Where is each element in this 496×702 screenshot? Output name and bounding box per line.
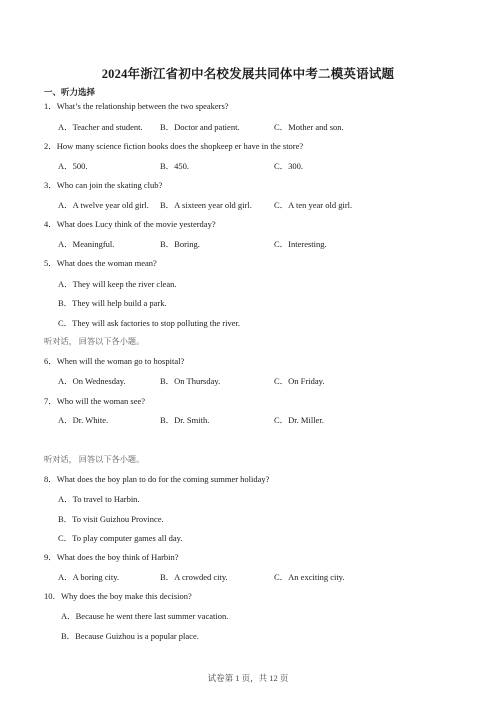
option-c: C．A ten year old girl. — [274, 200, 353, 210]
option-c: C．Dr. Miller. — [274, 415, 324, 425]
option-a: A．A twelve year old girl. — [58, 200, 149, 210]
question-8-option-a: A．To travel to Harbin. — [58, 494, 140, 504]
option-c: C．Interesting. — [274, 239, 327, 249]
section-heading: 一、听力选择 — [44, 87, 96, 97]
instruction-1: 听对话， 回答以下各小题。 — [44, 337, 145, 346]
question-8-option-c: C．To play computer games all day. — [58, 533, 183, 543]
question-10-option-b: B．Because Guizhou is a popular place. — [61, 631, 199, 641]
option-c: C．Mother and son. — [274, 122, 344, 132]
question-5-option-b: B．They will help build a park. — [58, 298, 167, 308]
option-c: C．An exciting city. — [274, 572, 345, 582]
question-8: 8．What does the boy plan to do for the coming summer holiday? — [44, 474, 270, 484]
question-4: 4．What does Lucy think of the movie yesterday? — [44, 219, 216, 229]
option-a: A．On Wednesday. — [58, 376, 126, 386]
question-5-option-a: A．They will keep the river clean. — [58, 279, 177, 289]
option-b: B．A sixteen year old girl. — [160, 200, 252, 210]
option-a: A．Teacher and student. — [58, 122, 143, 132]
question-2: 2．How many science fiction books does the shopkeep er have in the store? — [44, 141, 304, 151]
option-b: B．Doctor and patient. — [160, 122, 240, 132]
option-c: C．On Friday. — [274, 376, 325, 386]
question-9: 9．What does the boy think of Harbin? — [44, 552, 179, 562]
question-6: 6．When will the woman go to hospital? — [44, 356, 185, 366]
option-a: A．Dr. White. — [58, 415, 109, 425]
page-footer: 试卷第 1 页，共 12 页 — [207, 673, 289, 683]
question-10: 10．Why does the boy make this decision? — [44, 591, 192, 601]
option-b: B．Boring. — [160, 239, 200, 249]
question-8-option-b: B．To visit Guizhou Province. — [58, 514, 164, 524]
option-c: C．300. — [274, 161, 304, 171]
question-5: 5．What does the woman mean? — [44, 258, 157, 268]
option-a: A．500. — [58, 161, 88, 171]
question-5-option-c: C．They will ask factories to stop polluting the river. — [58, 318, 241, 328]
question-3: 3．Who can join the skating club? — [44, 180, 163, 190]
page-title: 2024年浙江省初中名校发展共同体中考二模英语试题 — [101, 67, 395, 81]
option-b: B．450. — [160, 161, 190, 171]
option-b: B．A crowded city. — [160, 572, 228, 582]
instruction-2: 听对话， 回答以下各小题。 — [44, 455, 145, 464]
question-10-option-a: A．Because he went there last summer vacation. — [61, 611, 229, 621]
question-7: 7．Who will the woman see? — [44, 396, 146, 406]
option-a: A．A boring city. — [58, 572, 120, 582]
option-b: B．On Thursday. — [160, 376, 221, 386]
option-a: A．Meaningful. — [58, 239, 115, 249]
option-b: B．Dr. Smith. — [160, 415, 210, 425]
question-1: 1．What’s the relationship between the two speakers? — [44, 101, 229, 111]
